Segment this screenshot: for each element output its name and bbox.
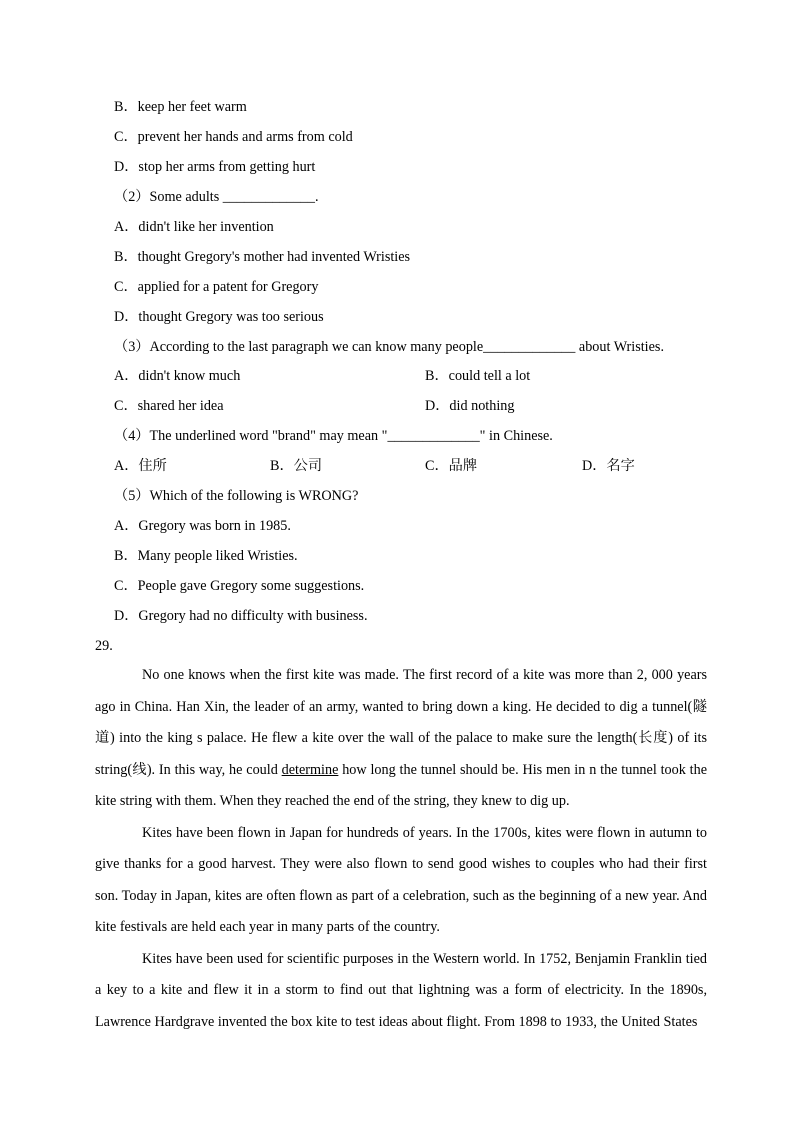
q3-option-b: B．could tell a lot xyxy=(425,368,531,384)
question-number-29: 29. xyxy=(95,638,113,654)
q2-option-a: A．didn't like her invention xyxy=(114,219,274,235)
q3-option-a: A．didn't know much xyxy=(114,368,241,384)
q3-stem: （3）According to the last paragraph we can know many people_____________ about Wristies. xyxy=(114,339,664,355)
q4-option-c: C．品牌 xyxy=(425,458,478,474)
underlined-word: determine xyxy=(281,761,339,778)
q1-option-c: C．prevent her hands and arms from cold xyxy=(114,129,353,145)
q5-stem: （5）Which of the following is WRONG? xyxy=(114,488,359,504)
q2-option-d: D．thought Gregory was too serious xyxy=(114,309,324,325)
q3-option-d: D．did nothing xyxy=(425,398,515,414)
q5-option-c: C．People gave Gregory some suggestions. xyxy=(114,578,365,594)
q5-option-d: D．Gregory had no difficulty with business. xyxy=(114,608,368,624)
passage-paragraph-1 xyxy=(95,660,707,818)
q5-option-a: A．Gregory was born in 1985. xyxy=(114,518,291,534)
q2-option-b: B．thought Gregory's mother had invented Wristies xyxy=(114,249,411,265)
q1-option-d: D．stop her arms from getting hurt xyxy=(114,159,316,175)
q2-stem: （2）Some adults _____________. xyxy=(114,189,319,205)
q4-option-a: A．住所 xyxy=(114,458,167,474)
paragraph-1-text-start: No one knows when the first kite was made. The first record of a kite was more than 2, 000 years ago in China. Han Xin, the leader of an army, wanted to bring down a king. He decided to dig a tunnel(隧道) into the king s palace. He flew a kite over the wall of the palace to make sure the length(长度) of its string(线). In this way, he could xyxy=(95,667,707,778)
paragraph-1-text-end: how long the tunnel should be. His men in n the tunnel took the kite string with them. When they reached the end of the string, they knew to dig up. xyxy=(95,761,707,809)
q4-option-b: B．公司 xyxy=(270,458,323,474)
q2-option-c: C．applied for a patent for Gregory xyxy=(114,279,319,295)
passage-paragraph-3: Kites have been used for scientific purposes in the Western world. In 1752, Benjamin Franklin tied a key to a kite and flew it in a storm to find out that lightning was a form of electricity. In the 1890s, Lawrence Hardgrave invented the box kite to test ideas about flight. From 1898 to 1933, the United States xyxy=(95,950,707,1030)
q4-stem: （4）The underlined word "brand" may mean "_____________" in Chinese. xyxy=(114,428,553,444)
q1-option-b: B．keep her feet warm xyxy=(114,99,247,115)
q5-option-b: B．Many people liked Wristies. xyxy=(114,548,298,564)
passage-paragraph-2: Kites have been flown in Japan for hundreds of years. In the 1700s, kites were flown in autumn to give thanks for a good harvest. They were also flown to send good wishes to couples who had their first son. Today in Japan, kites are often flown as part of a celebration, such as the beginning of a new year. And kite festivals are held each year in many parts of the country. xyxy=(95,824,707,935)
q3-option-c: C．shared her idea xyxy=(114,398,224,414)
reading-passage xyxy=(95,660,707,1038)
q4-option-d: D．名字 xyxy=(582,458,635,474)
